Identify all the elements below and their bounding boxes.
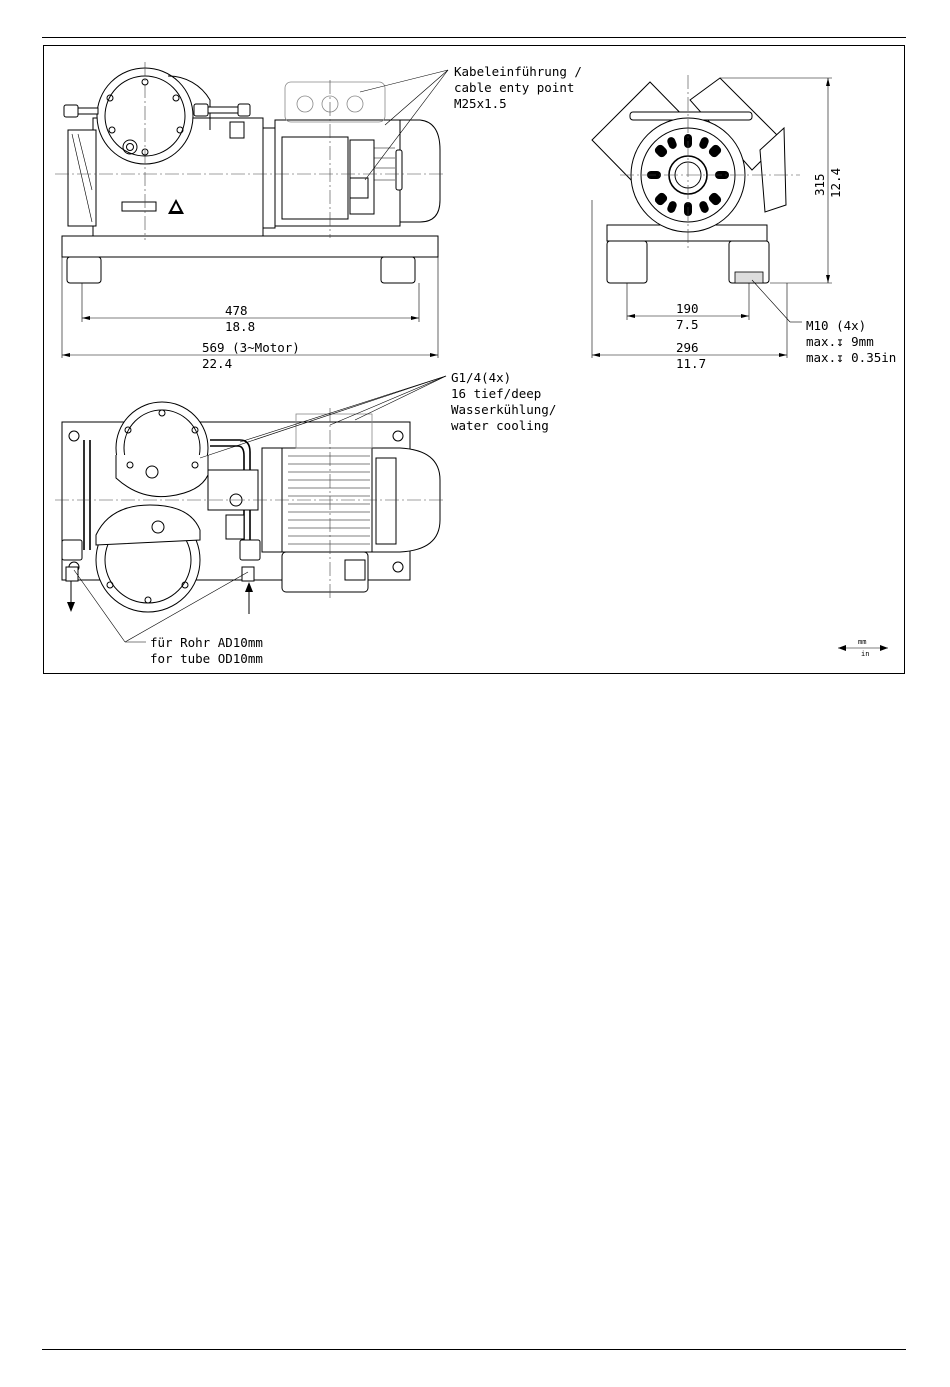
callout-water-1: G1/4(4x) — [451, 370, 512, 385]
top-view — [55, 370, 556, 666]
front-base-plate — [62, 236, 438, 257]
callout-water-4: water cooling — [451, 418, 549, 433]
callout-cable-entry-2: cable enty point — [454, 80, 575, 95]
dim-190-in: 7.5 — [676, 317, 699, 332]
callout-water-2: 16 tief/deep — [451, 386, 542, 401]
units-legend — [838, 638, 888, 658]
callout-tube-2: for tube OD10mm — [150, 651, 263, 666]
front-terminal-box — [285, 82, 385, 122]
dim-315-in: 12.4 — [828, 167, 843, 198]
dim-478-in: 18.8 — [225, 319, 256, 334]
front-view — [55, 62, 582, 371]
side-view — [592, 75, 896, 371]
dim-296-in: 11.7 — [676, 356, 707, 371]
dim-190-mm: 190 — [676, 301, 699, 316]
units-legend-mm: mm — [858, 638, 867, 646]
dim-315-mm: 315 — [812, 173, 827, 196]
callout-cable-entry-3: M25x1.5 — [454, 96, 507, 111]
dim-569-in: 22.4 — [202, 356, 233, 371]
front-foot-right — [381, 257, 415, 283]
callout-mounting-1: M10 (4x) — [806, 318, 867, 333]
side-foot-left — [607, 241, 647, 283]
front-foot-left — [67, 257, 101, 283]
front-motor-flange — [263, 128, 275, 228]
callout-mounting-2: max.↧ 9mm — [806, 334, 874, 349]
front-motor-fan-cover — [400, 120, 440, 222]
units-legend-in: in — [861, 650, 870, 658]
callout-water-3: Wasserkühlung/ — [451, 402, 557, 417]
bottom-rule — [42, 1349, 906, 1350]
front-nameplate — [122, 202, 156, 211]
callout-tube-1: für Rohr AD10mm — [150, 635, 263, 650]
dim-569-mm: 569 (3~Motor) — [202, 340, 300, 355]
dim-478-mm: 478 — [225, 303, 248, 318]
callout-cable-entry-1: Kabeleinführung / — [454, 64, 582, 79]
callout-mounting-3: max.↧ 0.35in — [806, 350, 897, 365]
dim-296-mm: 296 — [676, 340, 699, 355]
